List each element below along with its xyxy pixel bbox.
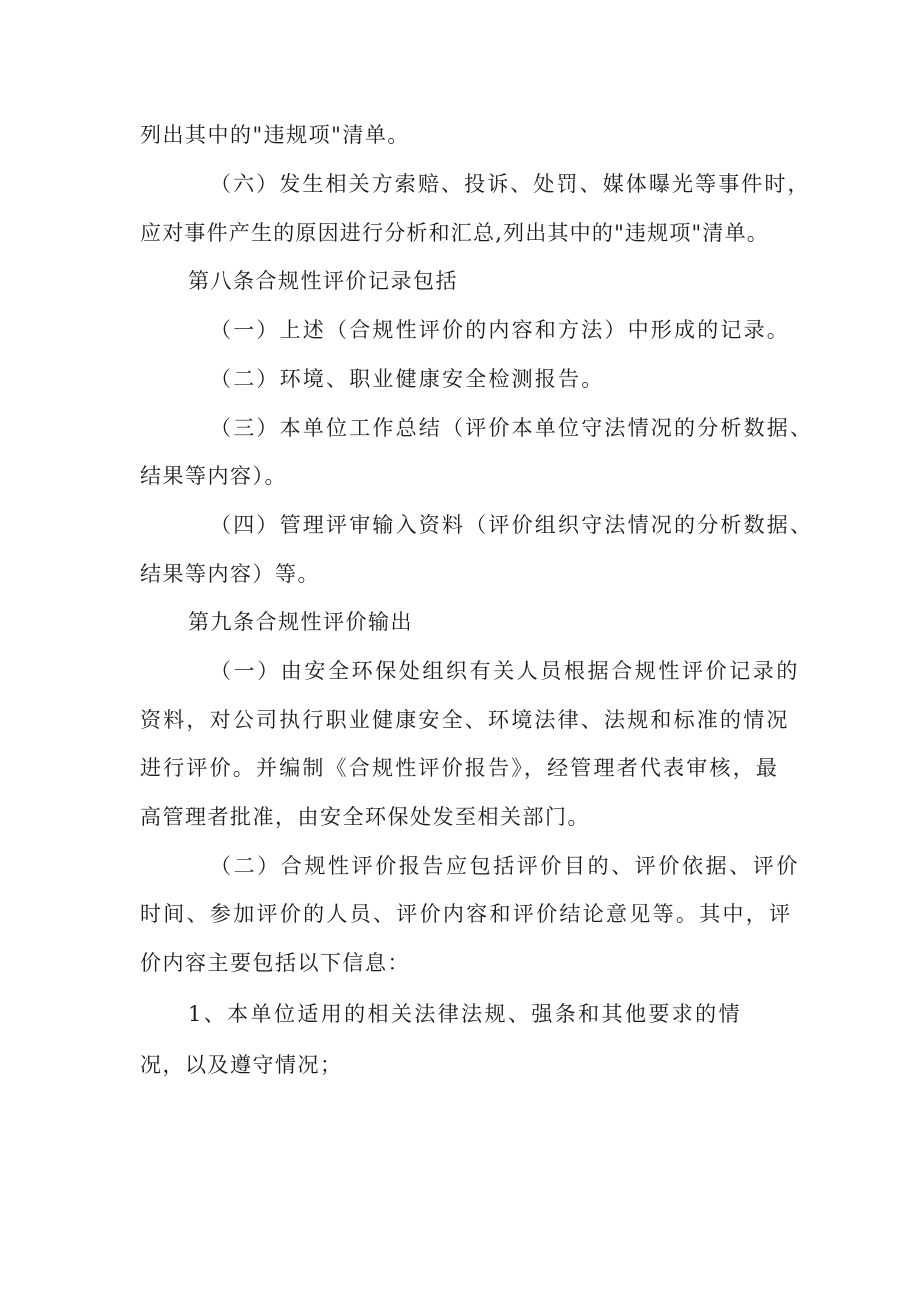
- text-line: 资料，对公司执行职业健康安全、环境法律、法规和标准的情况: [140, 708, 790, 732]
- text-line: 时间、参加评价的人员、评价内容和评价结论意见等。其中，评: [140, 902, 793, 926]
- text-line: （六）发生相关方索赔、投诉、处罚、媒体曝光等事件时，: [210, 172, 811, 196]
- text-line: 应对事件产生的原因进行分析和汇总,列出其中的"违规项"清单。: [140, 221, 769, 245]
- text-line: （二）合规性评价报告应包括评价目的、评价依据、评价: [210, 854, 800, 878]
- text-line: 进行评价。并编制《合规性评价报告》，经管理者代表审核，最: [140, 756, 780, 780]
- text-line: 列出其中的"违规项"清单。: [140, 123, 410, 147]
- text-line: （一）由安全环保处组织有关人员根据合规性评价记录的: [210, 659, 800, 683]
- article-heading: 第八条合规性评价记录包括: [188, 269, 458, 293]
- list-item: 1、本单位适用的相关法律法规、强条和其他要求的情: [188, 1002, 742, 1026]
- text-line: （四）管理评审输入资料（评价组织守法情况的分析数据、: [210, 513, 814, 537]
- text-line: （一）上述（合规性评价的内容和方法）中形成的记录。: [210, 318, 790, 342]
- text-line: 况，以及遵守情况；: [140, 1053, 343, 1077]
- text-line: 价内容主要包括以下信息：: [140, 951, 410, 975]
- text-line: 高管理者批准，由安全环保处发至相关部门。: [140, 805, 590, 829]
- text-line: （三）本单位工作总结（评价本单位守法情况的分析数据、: [210, 416, 814, 440]
- text-line: 结果等内容）。: [140, 464, 287, 488]
- article-heading: 第九条合规性评价输出: [188, 610, 413, 634]
- text-line: （二）环境、职业健康安全检测报告。: [210, 367, 605, 391]
- text-line: 结果等内容）等。: [140, 562, 320, 586]
